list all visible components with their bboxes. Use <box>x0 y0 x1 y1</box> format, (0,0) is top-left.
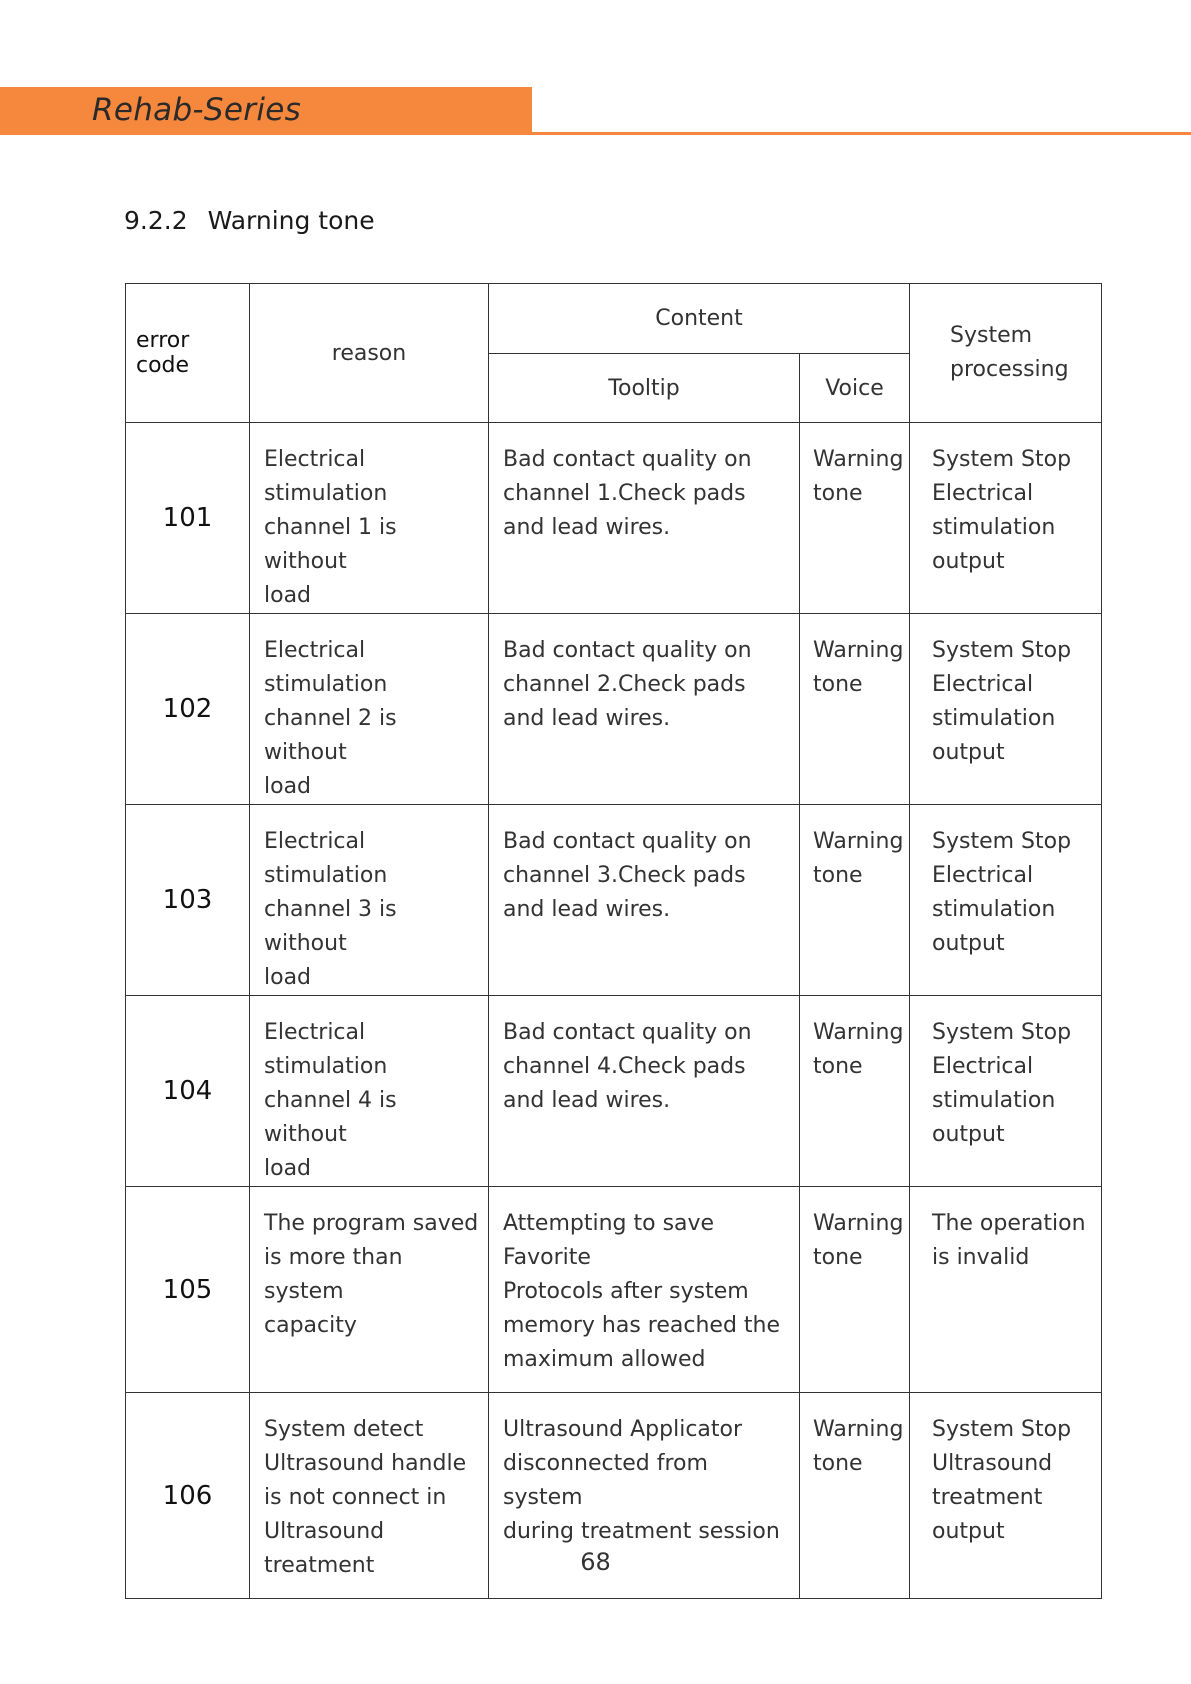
header-tooltip: Tooltip <box>489 354 800 423</box>
system-processing-cell: System Stop Electrical stimulation output <box>910 996 1102 1187</box>
system-processing-cell: System Stop Electrical stimulation output <box>910 614 1102 805</box>
reason-cell: Electrical stimulation channel 4 is without load <box>250 996 489 1187</box>
reason-cell: The program saved is more than system capacity <box>250 1187 489 1393</box>
system-processing-cell: The operation is invalid <box>910 1187 1102 1393</box>
error-code-cell: 106 <box>126 1393 250 1599</box>
reason-cell: Electrical stimulation channel 2 is without load <box>250 614 489 805</box>
header-rule <box>532 132 1191 135</box>
error-code-cell: 104 <box>126 996 250 1187</box>
header-content: Content <box>489 284 910 354</box>
tooltip-cell: Bad contact quality on channel 3.Check pads and lead wires. <box>489 805 800 996</box>
voice-cell: Warning tone <box>800 1187 910 1393</box>
reason-cell: System detect Ultrasound handle is not connect in Ultrasound treatment <box>250 1393 489 1599</box>
reason-cell: Electrical stimulation channel 3 is without load <box>250 805 489 996</box>
error-code-cell: 102 <box>126 614 250 805</box>
tooltip-cell: Bad contact quality on channel 1.Check pads and lead wires. <box>489 423 800 614</box>
warning-tone-table <box>125 283 1102 1599</box>
voice-cell: Warning tone <box>800 996 910 1187</box>
tooltip-cell: Bad contact quality on channel 4.Check pads and lead wires. <box>489 996 800 1187</box>
reason-cell: Electrical stimulation channel 1 is without load <box>250 423 489 614</box>
tooltip-cell: Ultrasound Applicator disconnected from system during treatment session <box>489 1393 800 1599</box>
section-title: Warning tone <box>207 206 375 235</box>
header-voice: Voice <box>800 354 910 423</box>
error-code-cell: 103 <box>126 805 250 996</box>
section-heading <box>124 206 375 235</box>
header-system-processing: System processing <box>910 284 1102 423</box>
table-row <box>126 805 1102 996</box>
system-processing-cell: System Stop Ultrasound treatment output <box>910 1393 1102 1599</box>
page-number: 68 <box>580 1548 611 1576</box>
tooltip-cell: Attempting to save Favorite Protocols after system memory has reached the maximum allowed <box>489 1187 800 1393</box>
tooltip-cell: Bad contact quality on channel 2.Check pads and lead wires. <box>489 614 800 805</box>
table-row <box>126 423 1102 614</box>
voice-cell: Warning tone <box>800 1393 910 1599</box>
header-reason: reason <box>250 284 489 423</box>
system-processing-cell: System Stop Electrical stimulation output <box>910 423 1102 614</box>
table-row <box>126 996 1102 1187</box>
section-number: 9.2.2 <box>124 206 188 235</box>
voice-cell: Warning tone <box>800 423 910 614</box>
error-code-cell: 101 <box>126 423 250 614</box>
series-title: Rehab-Series <box>92 92 302 128</box>
header-error-code: error code <box>126 284 250 423</box>
table-row <box>126 614 1102 805</box>
voice-cell: Warning tone <box>800 614 910 805</box>
system-processing-cell: System Stop Electrical stimulation output <box>910 805 1102 996</box>
error-code-cell: 105 <box>126 1187 250 1393</box>
table-row <box>126 1187 1102 1393</box>
voice-cell: Warning tone <box>800 805 910 996</box>
